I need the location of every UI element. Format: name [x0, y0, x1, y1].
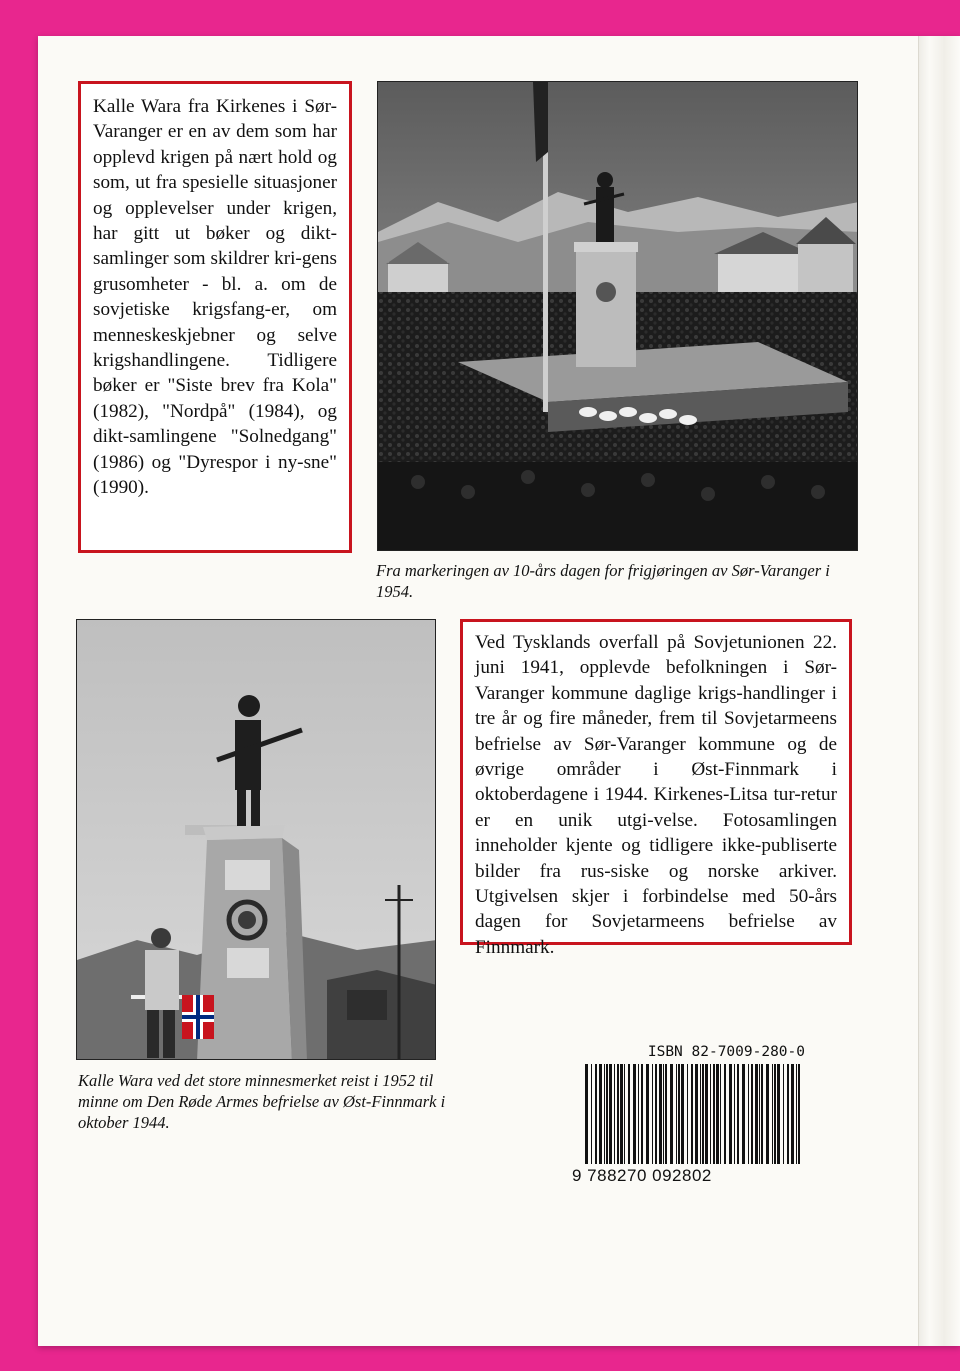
- book-spine: [918, 36, 960, 1346]
- barcode-bar: [737, 1064, 739, 1164]
- barcode-bar: [724, 1064, 726, 1164]
- ceremony-photo-caption: Fra markeringen av 10-års dagen for frigjøringen av Sør-Varanger i 1954.: [376, 561, 830, 601]
- barcode-bar: [720, 1064, 721, 1164]
- barcode-bar: [665, 1064, 667, 1164]
- barcode-number: 9 788270 092802: [572, 1166, 712, 1185]
- barcode-bar: [614, 1064, 615, 1164]
- barcode-bar: [774, 1064, 776, 1164]
- barcode-bar: [691, 1064, 693, 1164]
- barcode-bar: [787, 1064, 789, 1164]
- barcode-bar: [716, 1064, 719, 1164]
- barcode-bar: [695, 1064, 698, 1164]
- barcode-bar: [659, 1064, 662, 1164]
- monument-photo-caption: Kalle Wara ved det store minnesmerket reist i 1952 til minne om Den Røde Armes befrielse av Øst-Finnmark i oktober 1944.: [78, 1071, 446, 1132]
- barcode-bar: [663, 1064, 664, 1164]
- book-back-cover: [38, 36, 960, 1346]
- barcode: [581, 1064, 806, 1164]
- monument-photo-image: [77, 620, 436, 1060]
- barcode-bar: [599, 1064, 602, 1164]
- barcode-bar: [617, 1064, 619, 1164]
- barcode-bar: [628, 1064, 630, 1164]
- barcode-bar: [713, 1064, 715, 1164]
- barcode-bar: [742, 1064, 745, 1164]
- barcode-bar: [755, 1064, 758, 1164]
- barcode-bar: [620, 1064, 623, 1164]
- barcode-bar: [595, 1064, 597, 1164]
- barcode-bar: [783, 1064, 784, 1164]
- barcode-bar: [702, 1064, 704, 1164]
- barcode-bar: [766, 1064, 769, 1164]
- barcode-bar: [646, 1064, 649, 1164]
- barcode-bar: [729, 1064, 732, 1164]
- barcode-bar: [585, 1064, 588, 1164]
- barcode-bar: [638, 1064, 639, 1164]
- barcode-bar: [652, 1064, 653, 1164]
- barcode-bar: [705, 1064, 708, 1164]
- barcode-bar: [681, 1064, 684, 1164]
- barcode-bar: [700, 1064, 701, 1164]
- barcode-bar: [687, 1064, 688, 1164]
- barcode-bar: [710, 1064, 711, 1164]
- ceremony-photo-image: [378, 82, 858, 551]
- barcode-bar: [606, 1064, 608, 1164]
- barcode-bar: [772, 1064, 773, 1164]
- barcode-bar: [751, 1064, 753, 1164]
- barcode-bar: [734, 1064, 735, 1164]
- barcode-bar: [609, 1064, 612, 1164]
- barcode-bar: [796, 1064, 797, 1164]
- barcode-bar: [777, 1064, 780, 1164]
- barcode-bar: [633, 1064, 636, 1164]
- barcode-bar: [798, 1064, 800, 1164]
- ceremony-photo: [377, 81, 858, 551]
- book-description-text: Ved Tysklands overfall på Sovjetunionen 22. juni 1941, opplevde befolkningen i Sør-Varanger kommune daglige krigs-handlinger i tre år og fire måneder, frem til Sovjetarmeens befrielse av Sør-Varanger kommune og de øvrige områder i Øst-Finnmark i oktoberdagene i 1944. Kirkenes-Litsa tur-retur er en unik utgi-velse. Fotosamlingen inneholder kjente og tidligere ikke-publiserte bilder fra rus-siske og norske arkiver. Utgivelsen skjer i forbindelse med 50-års dagen for Sovjetarmeens befrielse av Finnmark.: [475, 632, 837, 958]
- author-bio-text: Kalle Wara fra Kirkenes i Sør-Varanger er en av dem som har opplevd krigen på nært hold og som, ut fra spesielle situasjoner og opplevelser under krigen, har gitt ut bøker og dikt-samlinger som skildrer kri-gens grusomheter - bl. a. om de sovjetiske krigsfang-er, om menneskeskjebner og selve krigshandlingene. Tidligere bøker er "Siste brev fra Kola" (1982), "Nordpå" (1984), og dikt-samlingene "Solnedgang" (1986) og "Dyrespor i ny-sne" (1990).: [93, 96, 337, 499]
- barcode-bar: [678, 1064, 680, 1164]
- barcode-bar: [670, 1064, 673, 1164]
- book-description-box: [460, 619, 852, 958]
- barcode-bar: [748, 1064, 749, 1164]
- barcode-bar: [641, 1064, 643, 1164]
- author-bio-box: [78, 81, 352, 553]
- barcode-bar: [591, 1064, 592, 1164]
- barcode-bar: [655, 1064, 657, 1164]
- barcode-bar: [761, 1064, 763, 1164]
- barcode-bar: [791, 1064, 794, 1164]
- isbn-label: ISBN 82-7009-280-0: [647, 1044, 805, 1060]
- monument-photo: [76, 619, 436, 1060]
- barcode-bar: [624, 1064, 625, 1164]
- barcode-bar: [759, 1064, 760, 1164]
- barcode-bar: [604, 1064, 605, 1164]
- barcode-bar: [676, 1064, 677, 1164]
